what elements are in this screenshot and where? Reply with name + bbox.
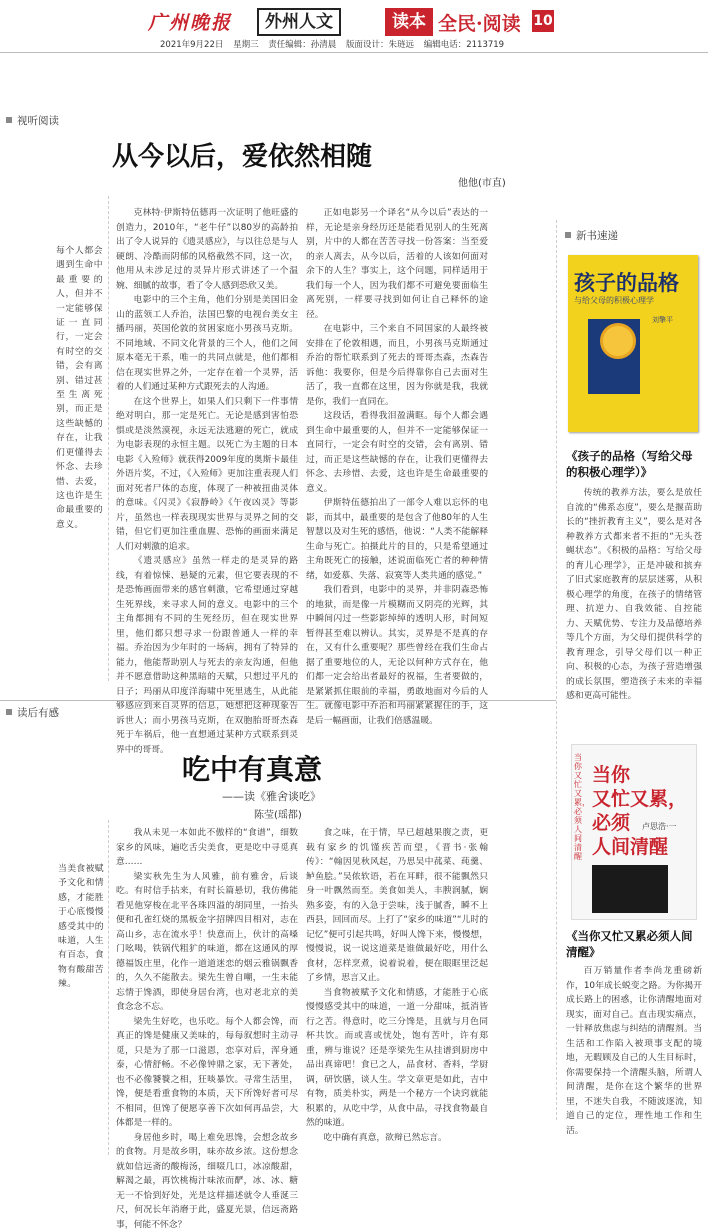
cover-black-box (592, 865, 668, 913)
article2-column-1 (116, 826, 298, 1156)
paragraph: 当食物被赋予文化和情感，才能胜于心底慢慢感受其中的味道，一道一分甜味，抵消皆行之苦。得意时，吃三分馋是，且就与月色同杯共饮。而或喜或忧处，饱有苦叶，许有郑重，辨与谁说？还是孪梁先生从挂谱到厨房中品出真谛吧！食已之人，品食材、香料，学厨调，研饮膳，谈人生。学文章更是如此，吉中有物，质美朴实，两是一个秘方一个诀窍就能积累的，从吃中学，从食中品，寻找食物最自然的味道。 (306, 986, 488, 1131)
paragraph: 在电影中，三个来自不同国家的人最终被安排在了伦敦相遇，而且，小男孩马克斯通过乔治的帮忙联系到了死去的哥哥杰森，杰森告诉他：我要你，但是今后得靠你自己去面对生活了，我一直都在这里，因为你就是我，我就是你，我们一直同在。 (306, 322, 488, 409)
paragraph: 克林特·伊斯特伍德再一次证明了他旺盛的创造力，2010年，“老牛仔”以80岁的高龄拍出了令人说异的《遗灵感应》，与以往总是与人硬朗、冷酷而阴郁的风格截然不同，这一次，他用从未涉足过的灵异片形式讲述了一个温婉、细腻的故事，看了令人感到恐欣又美。 (116, 206, 298, 293)
article1-column-1 (116, 206, 298, 676)
paragraph: 我从未见一本如此不傲样的“食谱”，细数家乡的风味，遍吃舌尖美食，更是吃中寻觅真意…… (116, 826, 298, 870)
phone: 编辑电话：2113719 (424, 40, 504, 50)
book1-description (566, 486, 702, 716)
paragraph: 正如电影另一个译名“从今以后”表达的一样，无论是亲身经历还是能看见别人的生死离别，片中的人都在苦苦寻找一份答案：当至爱的亲人离去，从今以后，活着的人该如何面对余下的人生？事实上，这个问题，同样适用于我们每一个人，因为我们都不可避免要面临生离死别，一样要寻找到如何让自己释怀的途径。 (306, 206, 488, 322)
column-box: 外州人文 (257, 8, 341, 36)
square-icon (6, 709, 12, 715)
editor: 责任编辑：孙清晨 (268, 40, 336, 50)
section-label-new-books: 新书速递 (565, 228, 618, 243)
sunflower-icon (600, 323, 636, 359)
paragraph: 《遗灵感应》虽然一样走的是灵异的路线，有着惊悚、悬疑的元素，但它要表现的不是恐怖画面带来的感官刺激，它希望通过穿越生死界线，来寻求人间的意义。电影中的三个主角都拥有不同的生死经历，但在现实世界里，他们都只想寻求一份跟普通人一样的幸福。乔治因为少年时的一场病，拥有了特异的能力，他能帮助别人与死去的亲友沟通，但他并不愿意借助这种黑暗的天赋，只想过平凡的日子；玛丽从印度洋海啸中死里逃生，从此能够感应到来自灵界的信息，她想把这种现象告诉世人；而小男孩马克斯，在双胞胎哥哥杰森死于车祸后，他一直想通过某种方式联系到灵界中的哥哥。 (116, 554, 298, 757)
book1-cover-title: 孩子的品格 (574, 267, 679, 297)
square-icon (6, 117, 12, 123)
page-number: 10 (532, 10, 554, 32)
square-icon (565, 232, 571, 238)
paragraph: 伊斯特伍德拍出了一部令人难以忘怀的电影，而其中，最重要的是包含了他80年的人生智慧以及对生死的感悟，他说：“人类不能解释生命与死亡。拍摄此片的目的，只是希望通过主角既死亡的接触，述说面临死亡者的种种情绪，如爱慕、失落、寂寞等人类共通的感觉。” (306, 496, 488, 583)
book2-cover-author: 卢思浩·一 (642, 821, 677, 832)
paragraph: 我们看到，电影中的灵界，并非阴森恐怖的地狱，而是像一片模糊而又阴亮的光辉，其中瞬间闪过一些影影绰绰的透明人形，时间短暂得甚至难以辨认。其实，灵界是不是真的存在，又有什么重要呢？那些曾经在我们生命占据了重要地位的人，无论以何种方式存在，他们都一定会给出者最好的祝福，生者要做的，是紧紧抓住眼前的幸福，勇敢地面对今后的人生。就像电影中乔治和玛丽紧紧握住的手，这是后一幅画面，让我们倍感温暖。 (306, 583, 488, 728)
article2-author: 陈莹(瑶都) (254, 806, 302, 821)
article2-title: 吃中有真意 (182, 748, 322, 788)
book1-title: 《孩子的品格（写给父母的积极心理学）》 (566, 448, 702, 480)
paragraph: 吃中确有真意，欲辩已然忘言。 (306, 1131, 488, 1146)
book2-cover-spine: 当你又忙又累，必须人间清醒 (574, 753, 586, 861)
masthead-rule (0, 52, 708, 53)
article1-column-2 (306, 206, 488, 676)
column-divider (108, 820, 109, 1155)
book1-cover-subtitle: 与给父母的积极心理学 (574, 295, 654, 306)
paragraph: 传统的教养方法，要么是放任自流的“佛系态度”，要么是揠苗助长的“挫折教育主义”，要么是对各种教养方式都来者不拒的“无头苍蝇状态”。《积极的品格：写给父母的育儿心理学》，正是冲破和摈弃了旧式家庭教育的层层迷雾，从积极心理学的角度，在孩子的情绪管理、抗逆力、自我效能、自控能力、天赋优势、专注力及品德培养等几个方面，为父母们提供科学的教育理念，引导父母们以一种正向、积极的心态，为孩子营造增强的成长氛围，塑造孩子未来的幸福感和更高可能性。 (566, 486, 702, 704)
designer: 版面设计：朱琏远 (346, 40, 414, 50)
section-label-viewing: 视听阅读 (6, 113, 59, 128)
section-rule (0, 700, 556, 701)
book2-cover (571, 744, 697, 920)
article1-title: 从今以后，爱依然相随 (112, 136, 372, 173)
paragraph: 电影中的三个主角，他们分别是美国旧金山的蓝领工人乔治，法国巴黎的电视台美女主播玛丽，英国伦敦的贫困家庭小男孩马克斯。不同地域、不同文化背景的三个人，他们之间原本毫无干系，唯一的共同点就是，他们都相信在现实世界之外，一定存在着一个灵界，活着的人们通过某种方式跟死去的人沟通。 (116, 293, 298, 395)
column-divider (108, 196, 109, 681)
book1-cover-author: 刘擎平 (652, 315, 692, 375)
section-label-reading: 读后有感 (6, 705, 59, 720)
paragraph: 百万销量作者李尚龙重磅新作，10年成长蜕变之路。为你揭开成长路上的困惑，让你清醒地面对现实，面对自己。直击现实痛点，一针释放焦虑与纠结的清醒剂。当生活和工作陷入被琐事支配的境地，无暇顾及自己的人生目标时，你需要保持一个清醒头脑，所谓人间清醒，是你在这个繁华的世界里，不迷失自我，不随波逐流，知道自己的定位，理性地工作和生活。 (566, 964, 702, 1138)
paragraph: 在这个世界上，如果人们只剩下一件事情绝对明白，那一定是死亡。无论是感到害怕恐惧或是淡然漠视，永远无法逃避的死亡，就成为电影表现的永恒主题。以死亡为主题的日本电影《入殓师》就获得2009年度的奥斯卡最佳外语片奖，不过，《入殓师》更加注重表现人们面对死者尸体的态度，体现了一种被扭曲灵体的意味。《闪灵》《寂静岭》《午夜凶灵》等影片，虽然也一样表现现实世界与灵界之间的交错，但它们更加注重血腥、恐怖的画面来满足人们对刺激的追求。 (116, 395, 298, 555)
book1-cover (568, 255, 698, 432)
paragraph: 梁先生好吃，也乐吃。每个人都会馋，而真正的馋是健康又美味的，每每叙想时主动寻觅，只是为了那一口滋恩，恋享对后，浑身通泰，心情舒畅。不必像钟鼎之家，无下著处，也不必像饕餮之相，狂啖暴饮。寻常生活里，馋，便是看重食物的本质，天下所馋好者可尽不相同，但馋了便愿享善下次如何再品尝，大体都是一样的。 (116, 1015, 298, 1131)
issue-date: 2021年9月22日 (160, 40, 223, 50)
book2-title: 《当你又忙又累必须人间清醒》 (566, 928, 702, 960)
masthead (0, 0, 708, 44)
article2-sidenote: 当美食被赋予文化和情感，才能胜于心底慢慢感受其中的味道，人生有百态，食物有酸甜苦辣。 (58, 862, 104, 992)
paragraph: 身居他乡时，喝上难免思馋，会想念故乡的食物。月是故乡明，味亦故乡浓。这份想念就如信远斋的酸梅汤，细啜几口，冰凉酸甜，解渴之最，再饮桃梅汁味浓而酽，冰、冰、糖无一不恰到好处，光是这样描述就令人垂涎三尺，何况长年消磨于此，盛夏光景，信远斋路事，何能不怀念？ (116, 1131, 298, 1232)
masthead-subline (160, 38, 511, 50)
section-title: 全民·阅读 (438, 9, 521, 36)
paragraph: 这段话，看得我泪盈满眶。每个人都会遇到生命中最重要的人，但并不一定能够保证一直同行，一定会有时空的交错，会有离别、错过，而正是这些缺憾的存在，让我们更懂得去怀念、去珍惜、去爱，这也许是生命最重要的意义。 (306, 409, 488, 496)
issue-weekday: 星期三 (233, 40, 259, 50)
book2-cover-title: 当你 又忙又累， 必须 人间清醒 (592, 763, 687, 859)
article2-subtitle: ——读《雅舍谈吃》 (222, 788, 321, 804)
paragraph: 食之味，在于情，早已超越果腹之责，更载有家乡的饥馑疾苦而望，《晋书·张翰传》：“翰因见秋风起，乃思吴中菰菜、莼羹、鲈鱼脍。”吴侬软语，若在耳畔，很不能飘然只身一叶飘然而至。美食如美人，丰腴润腻，娴熟多姿，有的入急于尝味，浅于腻香，瞬不上西县，回回而尽。上打了“家乡的味道”“儿时的记忆”便可引起共鸣，好叫人馋下来，慢慢想，慢慢说，说一说这道菜是谁做最好吃，用什么食材，怎样烹煮，说着说着，便在眼眶里泛起了乡情，思言又止。 (306, 826, 488, 986)
article1-sidenote: 每个人都会遇到生命中最重要的人，但并不一定能够保证一直同行，一定会有时空的交错，会有离别、错过甚至生离死别，而正是这些缺憾的存在，让我们更懂得去怀念、去珍惜、去爱，这也许是生命最重要的意义。 (56, 244, 103, 532)
article1-author: 他他(市直) (458, 174, 506, 189)
book2-description (566, 964, 702, 1154)
paragraph: 梁实秋先生为人风雅，前有雅舍，后谈吃。有时信手拈来，有时长篇悬切，我仿佛能看见他穿梭在北平各珠四溢的胡同里，一抬头便和孔雀红烧的黑板金字招牌四目相对，志在高山乡，志在流水乎！快意而上，伙计的高嗓门吆喝，铁锅代粗犷的味道，都在这通风的厚德福饭庄里，化作一道道迷恋的烟云雅锅飘香的，久久不能散去。梁先生曾自嘲，一生未能忘情于馋酒，即使身居台湾，也对老北京的美食念念不忘。 (116, 870, 298, 1015)
sidebar-divider (556, 220, 557, 1120)
duben-badge: 读本 (385, 8, 433, 36)
paper-name: 广州晚报 (148, 8, 232, 35)
article2-column-2 (306, 826, 488, 1156)
